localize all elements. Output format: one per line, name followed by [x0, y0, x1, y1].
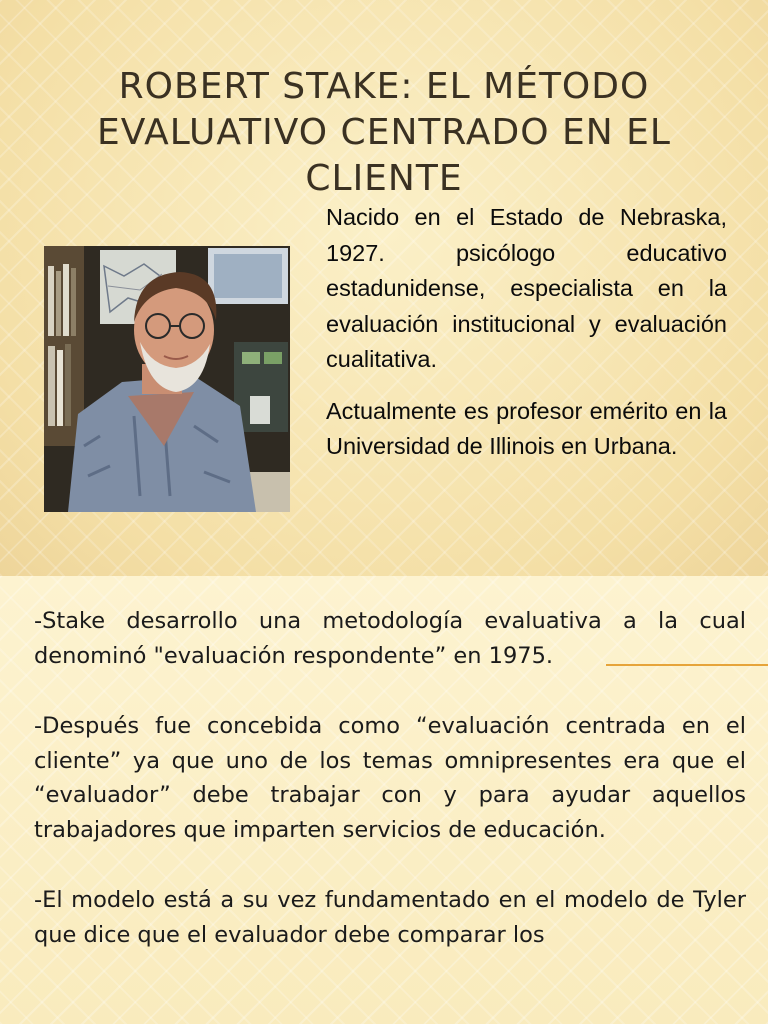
biography-paragraph-2: Actualmente es profesor emérito en la Universidad de Illinois en Urbana. — [326, 397, 727, 459]
description-paragraph-1: -Stake desarrollo una metodología evaluativa a la cual denominó "evaluación respondente” en 1975. — [34, 608, 746, 669]
portrait-illustration — [44, 246, 290, 512]
biography-paragraph-1: Nacido en el Estado de Nebraska, 1927. psicólogo educativo estadunidense, especialista en la evaluación institucional y evaluación cualitativa. — [326, 204, 727, 372]
portrait-photo — [44, 246, 290, 512]
description-paragraph-2: -Después fue concebida como “evaluación centrada en el cliente” ya que uno de los temas omnipresentes era que el “evaluador” debe trabajar con y para ayudar aquellos trabajadores que imparten servicios de educación. — [34, 713, 746, 843]
slide-title: ROBERT STAKE: EL MÉTODO EVALUATIVO CENTRADO EN EL CLIENTE — [97, 66, 671, 199]
biography-text — [326, 200, 727, 481]
description-text — [34, 604, 746, 988]
description-paragraph-3: -El modelo está a su vez fundamentado en el modelo de Tyler que dice que el evaluador debe comparar los — [34, 887, 746, 948]
accent-divider — [606, 664, 768, 666]
